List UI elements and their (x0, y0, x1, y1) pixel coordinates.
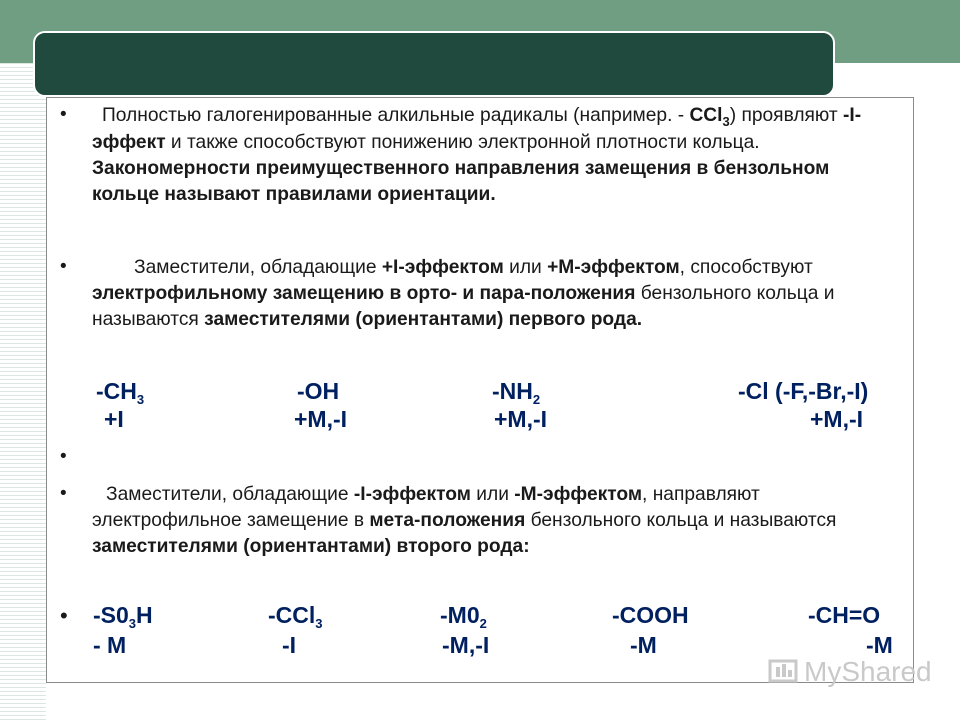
p3-text-5: , направляют электрофильное замещение в (92, 484, 760, 531)
bullet-2: • (60, 256, 67, 277)
watermark (768, 655, 932, 691)
p2-plus-i: +I-эффектом (381, 257, 504, 278)
p1-effect: -I-эффект (92, 105, 862, 153)
f2-c: +M,-I (494, 406, 548, 432)
f4-d: -M (630, 632, 657, 658)
p2-text-7: бензольного кольца и называются (92, 283, 835, 330)
p3-meta: мета-положения (369, 510, 526, 531)
p3-second-kind: заместителями (ориентантами) второго рода: (92, 536, 530, 557)
f3-mo2: $-M0_2$ (440, 602, 487, 631)
f3-cho: -CH=O (808, 602, 881, 628)
p2-ortho-para: электрофильному замещению в орто- и пара-положения (92, 283, 636, 304)
paragraph-3 (92, 482, 900, 560)
p2-text-1: Заместители, обладающие (134, 257, 382, 278)
p1-ccl-sub: 3 (722, 114, 730, 129)
bullet-empty: • (60, 446, 67, 467)
p3-text-7: бензольного кольца и называются (525, 510, 837, 531)
paragraph-2 (92, 255, 900, 333)
bullet-1: • (60, 104, 67, 125)
f2-a: +I (104, 406, 124, 432)
p2-first-kind: заместителями (ориентантами) первого рода. (204, 309, 643, 330)
f1-halogens: -Cl (-F,-Br,-I) (738, 378, 869, 404)
paragraph-1 (92, 103, 900, 208)
p1-ccl: CCl (689, 105, 723, 126)
f3-cooh: -COOH (612, 602, 689, 628)
presentation-icon (768, 655, 802, 689)
p1-text-1: Полностью галогенированные алкильные радикалы (например. - (102, 105, 690, 126)
watermark-text: MyShared (804, 656, 932, 687)
f2-b: +M,-I (294, 406, 348, 432)
bullet-4: • (60, 603, 68, 628)
f1-ch3: $-CH_3$ (96, 378, 145, 407)
p3-text-1: Заместители, обладающие (106, 484, 354, 505)
p1-rules: Закономерности преимущественного направления замещения в бензольном кольце называют правилами ориентации. (92, 158, 830, 205)
p1-text-4: и также способствуют понижению электронной плотности кольца. (165, 132, 760, 153)
f4-c: -M,-I (442, 632, 490, 658)
p2-plus-m: +М-эффектом (547, 257, 680, 278)
p3-minus-i: -I-эффектом (353, 484, 471, 505)
p2-text-5: , способствуют (679, 257, 813, 278)
f1-oh: -OH (297, 378, 340, 404)
bullet-3: • (60, 483, 67, 504)
p2-text-3: или (503, 257, 548, 278)
title-bar (33, 31, 835, 97)
p1-text-2: ) проявляют (729, 105, 844, 126)
f4-e: -M (866, 632, 893, 658)
f4-a: - M (93, 632, 127, 658)
f3-ccl3: -CCl$_3$ (268, 602, 323, 631)
f2-d: +M,-I (810, 406, 864, 432)
f1-nh2: $-NH_2$ (492, 378, 541, 407)
f4-b: -I (282, 632, 297, 658)
p3-text-3: или (470, 484, 515, 505)
left-stripes (0, 63, 46, 720)
f3-so3h: $-S0_3H$ (93, 602, 153, 631)
p3-minus-m: -М-эффектом (514, 484, 643, 505)
